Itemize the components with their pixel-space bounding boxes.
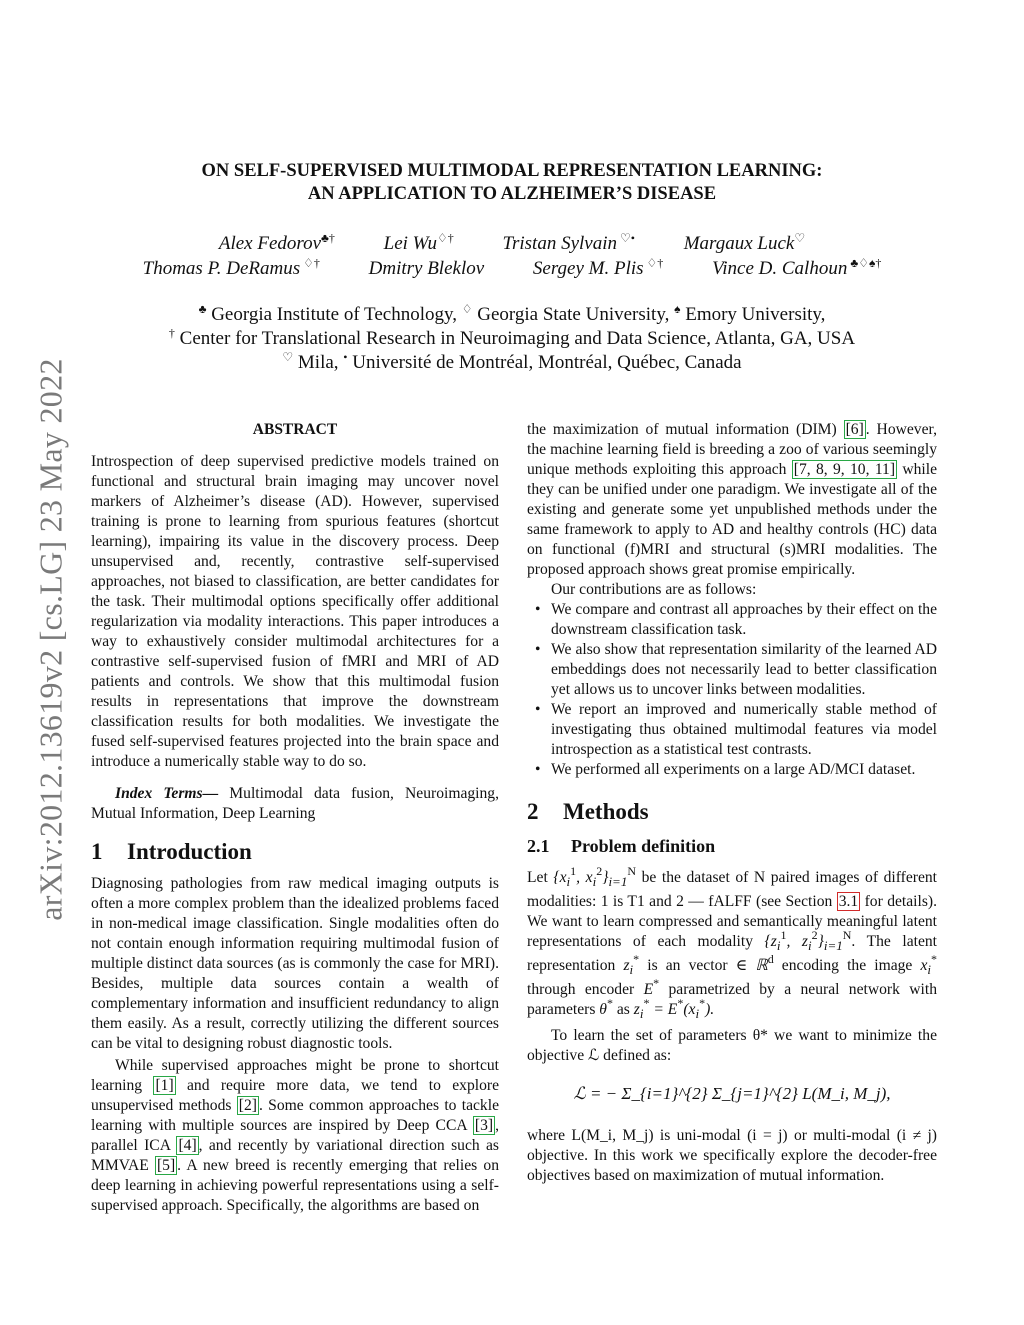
- list-item: • We also show that representation similarity of the learned AD embeddings does not necessarily lead to better classification yet allows us to uncover links between modalities.: [527, 640, 937, 700]
- right-column: [527, 420, 937, 1186]
- abstract-text: Introspection of deep supervised predictive models trained on functional and structural brain imaging may uncover novel markers of Alzheimer’s disease (AD). However, supervised training is prone to learning from spurious features (shortcut learning), impairing its value in the discovery process. Deep unsupervised and, recently, contrastive self-supervised approaches, not biased to classification, are better candidates for the task. Their multimodal options specifically offer additional regularization via modality interactions. This paper introduces a way to exhaustively consider multimodal architectures for a contrastive self-supervised fusion of fMRI and MRI of AD patients and controls. We show that this multimodal fusion results in representations that improve the downstream classification results for both modalities. We investigate the fused self-supervised features projected into the brain space and introduce a numerically stable way to do so.: [91, 453, 499, 770]
- objective-intro: To learn the set of parameters θ* we want to minimize the objective ℒ defined as:: [527, 1027, 937, 1065]
- author: Tristan Sylvain ♡•: [502, 231, 635, 254]
- math-latents: {$z_i^1$, $z_i^2\}_{i=1}^N$: [764, 928, 852, 954]
- left-column: [91, 420, 499, 1216]
- affiliation-line-2: † Center for Translational Research in Neuroimaging and Data Science, Atlanta, GA, USA: [168, 326, 856, 349]
- paper-title: [80, 160, 944, 206]
- list-item: • We compare and contrast all approaches by their effect on the downstream classification task.: [527, 600, 937, 640]
- citation-link[interactable]: [6]: [845, 421, 864, 438]
- section-heading-introduction: 1 Introduction: [91, 839, 252, 864]
- author: Sergey M. Plis ♢†: [532, 256, 664, 279]
- author: Alex Fedorov♣†: [218, 231, 335, 254]
- author-row-2: [60, 258, 964, 280]
- author-row-1: [60, 233, 964, 255]
- index-terms: Index Terms— Multimodal data fusion, Neuroimaging, Mutual Information, Deep Learning: [91, 785, 500, 822]
- equation-text: ℒ = − Σ_{i=1}^{2} Σ_{j=1}^{2} L(M_i, M_j),: [573, 1084, 891, 1104]
- contributions-intro: Our contributions are as follows:: [551, 581, 757, 598]
- math-dataset: {$x_i^1$, $x_i^2\}_{i=1}^N$: [553, 864, 636, 890]
- problem-definition-paragraph: Let {$x_i^1$, $x_i^2\}_{i=1}^N$ be the dataset of N paired images of different modalities: 1 is T1 and 2 — fALFF (see Section 3.1 for details). We want to learn compressed and semantically meaningful latent representations of each modality {$z_i^1$, $z_i^2\}_{i=1}^N$. The latent representation $z_i^*$ is an vector ∈ ℝ$^d$ encoding the image $x_i^*$ through encoder E* parametrized by a neural network with parameters θ* as $z_i^* = E^*(x_i^*)$.: [527, 864, 938, 1022]
- title-line-1: ON SELF-SUPERVISED MULTIMODAL REPRESENTATION LEARNING:: [201, 161, 823, 181]
- dim-paragraph: the maximization of mutual information (DIM) [6] . However, the machine learning field is breeding a zoo of various seemingly unique methods exploiting this approach [7, 8, 9, 10, 11] while they can be unified under one paradigm. We investigate all of the existing and generate some yet unpublished methods under the same framework to apply to AD and healthy controls (HC) data on functional (f)MRI and structural (s)MRI modalities. The proposed approach shows great promise empirically.: [527, 421, 937, 578]
- title-line-2: AN APPLICATION TO ALZHEIMER’S DISEASE: [307, 184, 717, 204]
- objective-description: where L(M_i, M_j) is uni-modal (i = j) or multi-modal (i ≠ j) objective. In this work we specifically explore the decoder-free objectives based on maximization of mutual information.: [527, 1127, 937, 1185]
- citation-link[interactable]: [4]: [178, 1137, 197, 1154]
- intro-paragraph-2: While supervised approaches might be prone to shortcut learning [1] and require more data, we tend to explore unsupervised methods [2] . Some common approaches to tackle learning with multiple sources are inspired by Deep CCA [3] , parallel ICA [4] , and recently by variational direction such as MMVAE [5] . A new breed is recently emerging that relies on deep learning in achieving powerful representations using a self-supervised approach. Specifically, the algorithms are based on: [91, 1057, 500, 1214]
- section-ref-link[interactable]: 3.1: [838, 893, 859, 911]
- author: Margaux Luck♡: [683, 231, 806, 254]
- author: Thomas P. DeRamus ♢†: [142, 256, 320, 279]
- citation-link[interactable]: [2]: [238, 1097, 257, 1114]
- affiliation-line-1: ♣ Georgia Institute of Technology, ♢ Georgia State University, ♠ Emory University,: [198, 302, 826, 325]
- author: Vince D. Calhoun ♣♢♠†: [712, 256, 882, 279]
- list-item: • We performed all experiments on a large AD/MCI dataset.: [527, 760, 937, 780]
- arxiv-stamp: [10, 344, 92, 934]
- intro-paragraph-1: Diagnosing pathologies from raw medical imaging outputs is often a more complex problem than the idealized problems faced in non-medical image classification. Single modalities often do not contain enough information requiring multimodal fusion of multiple distinct data sources (as is commonly the case for MRI). Besides, multiple data sources contain a wealth of complementary information and insufficient redundancy to align them easily. As a result, correctly utilizing the different sources can be vital to designing robust diagnostic tools.: [91, 875, 499, 1052]
- list-item: • We report an improved and numerically stable method of investigating thus obtained multimodal features via model introspection as a statistical test contrasts.: [527, 700, 937, 760]
- equation-objective: [527, 1084, 937, 1104]
- subsection-heading-problem-definition: 2.1 Problem definition: [527, 836, 716, 856]
- affiliation-line-3: ♡ Mila, • Université de Montréal, Montréal, Québec, Canada: [282, 350, 742, 373]
- citation-link[interactable]: [5]: [156, 1157, 176, 1174]
- abstract-heading: ABSTRACT: [252, 421, 338, 438]
- section-heading-methods: 2 Methods: [527, 799, 649, 824]
- citation-link[interactable]: [7, 8, 9, 10, 11]: [793, 461, 896, 478]
- author: Dmitry Bleklov: [368, 258, 485, 279]
- arxiv-id[interactable]: arXiv:2012.13619v2 [cs.LG] 23 May 2022: [32, 357, 69, 921]
- citation-link[interactable]: [1]: [155, 1077, 174, 1094]
- citation-link[interactable]: [3]: [474, 1117, 494, 1134]
- contributions-list: [527, 600, 937, 780]
- author: Lei Wu♢†: [383, 231, 454, 254]
